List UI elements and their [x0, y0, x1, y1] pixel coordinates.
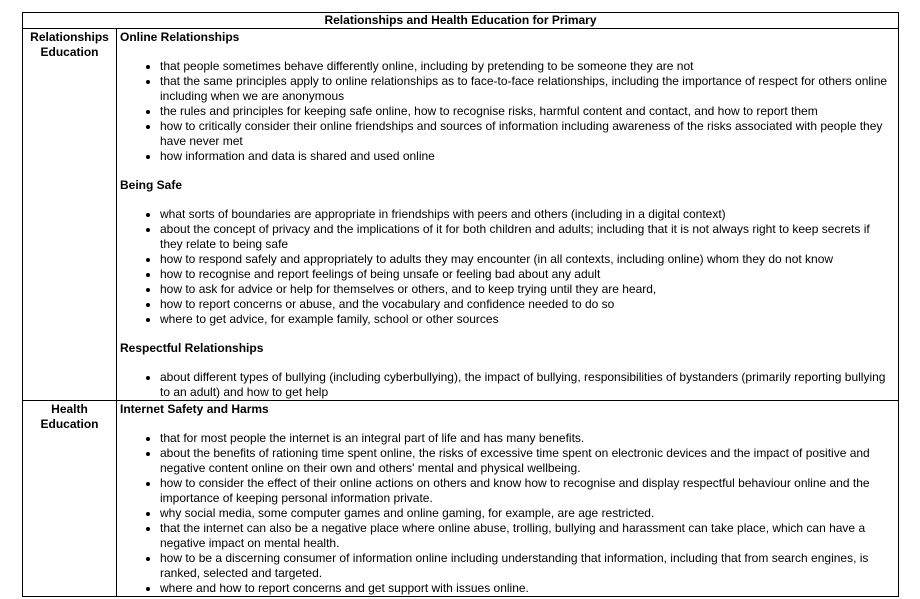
list-item: • the rules and principles for keeping safe online, how to recognise risks, harmful content and contact, and how to report them [160, 104, 890, 119]
list-item: • how to ask for advice or help for themselves or others, and to keep trying until they are heard, [160, 282, 890, 297]
list-item: • where to get advice, for example family, school or other sources [160, 312, 890, 327]
section-heading: Respectful Relationships [120, 341, 264, 355]
section-spacer [120, 193, 890, 207]
curriculum-table [22, 12, 899, 597]
list-item: • about the benefits of rationing time spent online, the risks of excessive time spent on electronic devices and the impact of positive and negative content online on their own and others' mental and physical wellbeing. [160, 446, 890, 476]
bullet-list [120, 370, 890, 400]
row-content [117, 29, 899, 401]
list-item: • how information and data is shared and used online [160, 149, 890, 164]
list-item: • how to report concerns or abuse, and the vocabulary and confidence needed to do so [160, 297, 890, 312]
bullet-list [120, 207, 890, 327]
list-item: • that for most people the internet is an integral part of life and has many benefits. [160, 431, 890, 446]
list-item: • how to critically consider their online friendships and sources of information including awareness of the risks associated with people they have never met [160, 119, 890, 149]
list-item: • that the internet can also be a negative place where online abuse, trolling, bullying and harassment can take place, which can have a negative impact on mental health. [160, 521, 890, 551]
section-spacer [120, 356, 890, 370]
row-content [117, 401, 899, 597]
bullet-list [120, 59, 890, 164]
list-item: • where and how to report concerns and get support with issues online. [160, 581, 890, 596]
list-item: • that people sometimes behave differently online, including by pretending to be someone they are not [160, 59, 890, 74]
section-spacer [120, 327, 890, 341]
table-row [23, 29, 899, 401]
row-label: Relationships Education [23, 29, 117, 401]
section-heading: Being Safe [120, 178, 183, 192]
list-item: • how to respond safely and appropriately to adults they may encounter (in all contexts, including online) whom they do not know [160, 252, 890, 267]
table-title: Relationships and Health Education for Primary [23, 13, 899, 29]
table-row [23, 401, 899, 597]
list-item: • why social media, some computer games and online gaming, for example, are age restricted. [160, 506, 890, 521]
list-item: • about different types of bullying (including cyberbullying), the impact of bullying, responsibilities of bystanders (primarily reporting bullying to an adult) and how to get help [160, 370, 890, 400]
list-item: • what sorts of boundaries are appropriate in friendships with peers and others (including in a digital context) [160, 207, 890, 222]
section-heading: Online Relationships [120, 30, 240, 44]
list-item: • how to be a discerning consumer of information online including understanding that information, including that from search engines, is ranked, selected and targeted. [160, 551, 890, 581]
section-spacer [120, 164, 890, 178]
section-spacer [120, 417, 890, 431]
list-item: • that the same principles apply to online relationships as to face-to-face relationships, including the importance of respect for others online including when we are anonymous [160, 74, 890, 104]
list-item: • how to recognise and report feelings of being unsafe or feeling bad about any adult [160, 267, 890, 282]
document [22, 12, 898, 597]
list-item: • about the concept of privacy and the implications of it for both children and adults; including that it is not always right to keep secrets if they relate to being safe [160, 222, 890, 252]
section-heading: Internet Safety and Harms [120, 402, 269, 416]
section-spacer [120, 45, 890, 59]
bullet-list [120, 431, 890, 596]
list-item: • how to consider the effect of their online actions on others and know how to recognise and display respectful behaviour online and the importance of keeping personal information private. [160, 476, 890, 506]
row-label: Health Education [23, 401, 117, 597]
table-title-row [23, 13, 899, 29]
